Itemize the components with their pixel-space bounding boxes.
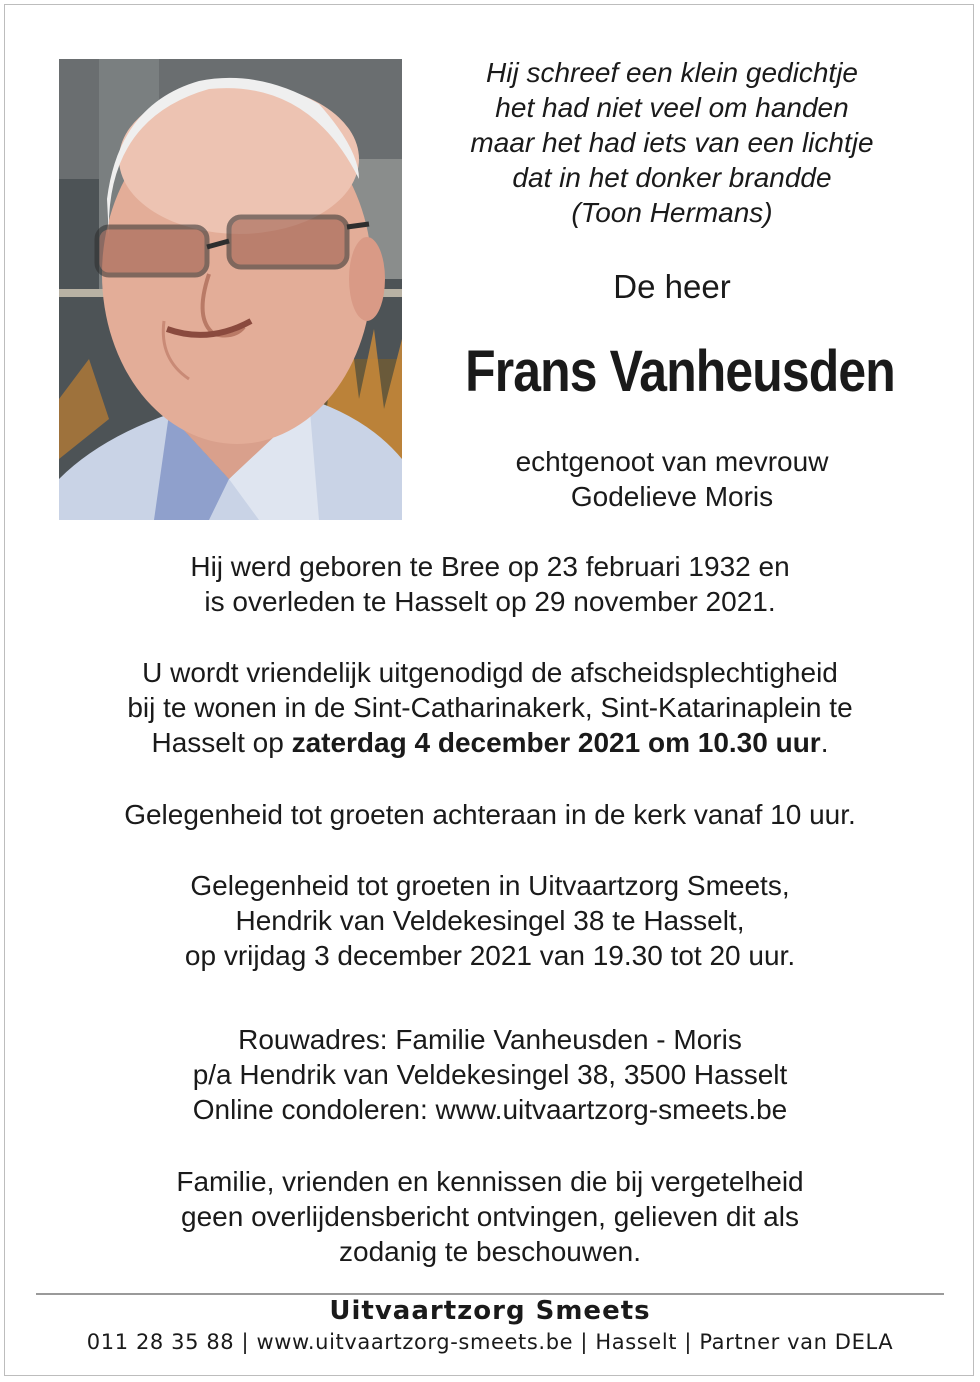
footer-divider (36, 1293, 944, 1295)
ceremony-prefix: Hasselt op (151, 727, 292, 758)
greeting-line: op vrijdag 3 december 2021 van 19.30 tot 20 uur. (184, 940, 796, 971)
ceremony-info (0, 655, 980, 760)
notice-line: zodanig te beschouwen. (339, 1236, 641, 1267)
condolence-line: Online condoleren: www.uitvaartzorg-smeets.be (192, 1094, 788, 1125)
portrait-photo (59, 59, 402, 520)
birth-line: Hij werd geboren te Bree op 23 februari 1932 en (190, 551, 790, 582)
mourning-address (0, 1022, 980, 1127)
notice-line: geen overlijdensbericht ontvingen, gelieven dit als (181, 1201, 799, 1232)
deceased-name: Frans Vanheusden (465, 339, 895, 404)
notice (0, 1164, 980, 1269)
poem (430, 55, 914, 230)
poem-line: Hij schreef een klein gedichtje (486, 57, 858, 88)
address-line: Rouwadres: Familie Vanheusden - Moris (238, 1024, 742, 1055)
greeting-line: Hendrik van Veldekesingel 38 te Hasselt, (235, 905, 745, 936)
funeral-home-greeting (0, 868, 980, 973)
birth-death-info (0, 549, 980, 619)
spouse (430, 444, 914, 514)
greeting-line: Gelegenheid tot groeten in Uitvaartzorg Smeets, (190, 870, 790, 901)
death-line: is overleden te Hasselt op 29 november 2021. (204, 586, 776, 617)
honorific: De heer (613, 268, 731, 305)
church-greeting: Gelegenheid tot groeten achteraan in de kerk vanaf 10 uur. (124, 799, 856, 830)
notice-line: Familie, vrienden en kennissen die bij vergetelheid (176, 1166, 804, 1197)
firm-name: Uitvaartzorg Smeets (329, 1296, 651, 1326)
spouse-line: echtgenoot van mevrouw (515, 446, 829, 477)
poem-line: dat in het donker brandde (512, 162, 832, 193)
poem-author: (Toon Hermans) (571, 197, 773, 228)
spouse-name: Godelieve Moris (570, 481, 774, 512)
poem-line: maar het had iets van een lichtje (470, 127, 874, 158)
poem-line: het had niet veel om handen (495, 92, 849, 123)
firm-contact: 011 28 35 88 | www.uitvaartzorg-smeets.be | Hasselt | Partner van DELA (86, 1330, 894, 1354)
ceremony-date-time: zaterdag 4 december 2021 om 10.30 uur (291, 727, 821, 758)
ceremony-line: bij te wonen in de Sint-Catharinakerk, Sint-Katarinaplein te (127, 692, 853, 723)
ceremony-line (0, 725, 980, 760)
ceremony-line: U wordt vriendelijk uitgenodigd de afscheidsplechtigheid (142, 657, 838, 688)
address-line: p/a Hendrik van Veldekesingel 38, 3500 Hasselt (192, 1059, 788, 1090)
ceremony-suffix: . (820, 727, 829, 758)
